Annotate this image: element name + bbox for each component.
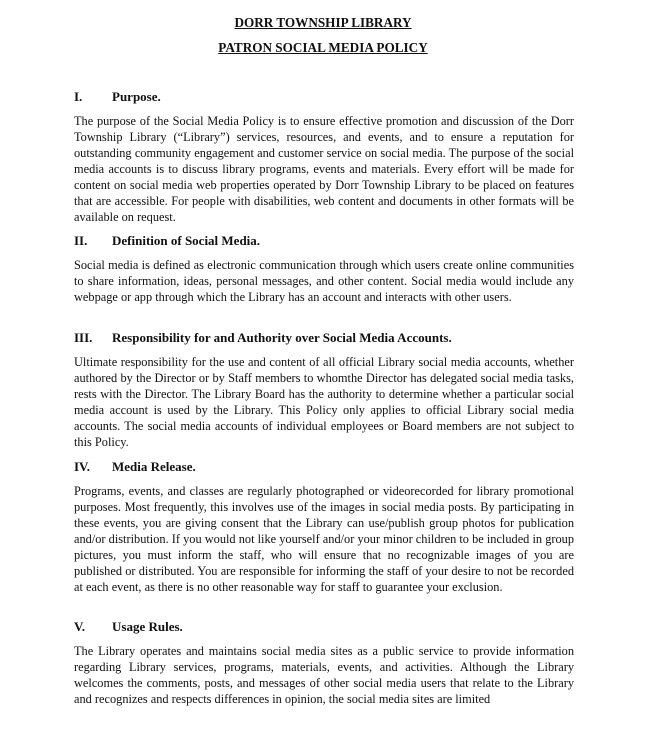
section-heading bbox=[74, 330, 574, 346]
section-body: The Library operates and maintains social media sites as a public service to provide information regarding Library services, programs, materials, events, and activities. Although the Library welcomes the comments, posts, and messages of other social media users that relate to the Library and recognizes and respects differences in opinion, the social media sites are limited bbox=[74, 644, 574, 706]
section-heading bbox=[74, 619, 574, 635]
document-subtitle: PATRON SOCIAL MEDIA POLICY bbox=[218, 40, 428, 55]
section-heading-text: Purpose. bbox=[112, 89, 161, 104]
document-title: DORR TOWNSHIP LIBRARY bbox=[234, 15, 412, 30]
section-purpose bbox=[74, 89, 574, 225]
section-heading-text: Definition of Social Media. bbox=[112, 233, 261, 248]
section-body: Ultimate responsibility for the use and content of all official Library social media accounts, whether authored by the Director or by Staff members to whomthe Director has delegated social media tasks, rests with the Director. The Library Board has the authority to determine whether a particular social media account is used by the Library. This Policy only applies to official Library social media accounts. The social media accounts of individual employees or Board members are not subject to this Policy. bbox=[74, 355, 574, 449]
section-number: I. bbox=[74, 89, 83, 104]
section-heading-text: Responsibility for and Authority over Social Media Accounts. bbox=[112, 330, 452, 345]
section-body: Social media is defined as electronic communication through which users create online communities to share information, ideas, personal messages, and other content. Social media would include any webpage or app through which the Library has an account and interacts with other users. bbox=[74, 258, 574, 304]
section-number: II. bbox=[74, 233, 88, 248]
section-responsibility bbox=[74, 330, 574, 450]
section-number: IV. bbox=[74, 459, 91, 474]
section-body: The purpose of the Social Media Policy is to ensure effective promotion and discussion of the Dorr Township Library (“Library”) services, resources, and events, and to ensure a reputation for outstanding community engagement and customer service on social media. The purpose of the social media accounts is to discuss library programs, events and materials. Every effort will be made for content on social media web properties operated by Dorr Township Library to be placed on features that are accessible. For people with disabilities, web content and documents in other formats will be available on request. bbox=[74, 114, 574, 224]
section-media-release bbox=[74, 459, 574, 595]
section-heading-text: Media Release. bbox=[112, 459, 196, 474]
section-number: V. bbox=[74, 619, 85, 634]
section-heading bbox=[74, 233, 574, 249]
section-heading bbox=[74, 459, 574, 475]
section-heading bbox=[74, 89, 574, 105]
section-usage-rules bbox=[74, 619, 574, 707]
section-definition bbox=[74, 233, 574, 305]
section-body: Programs, events, and classes are regularly photographed or videorecorded for library promotional purposes. Most frequently, this involves use of the images in social media posts. By participating in these events, you are giving consent that the Library can use/publish group photos for publication and/or distribution. If you would not like yourself and/or your minor children to be included in group pictures, you must inform the staff, who will ensure that no recognizable images of you are published or distributed. You are responsible for informing the staff of your desire to not be recorded at each event, as there is no other reasonable way for staff to guarantee your exclusion. bbox=[74, 484, 574, 594]
section-heading-text: Usage Rules. bbox=[112, 619, 183, 634]
section-number: III. bbox=[74, 330, 93, 345]
